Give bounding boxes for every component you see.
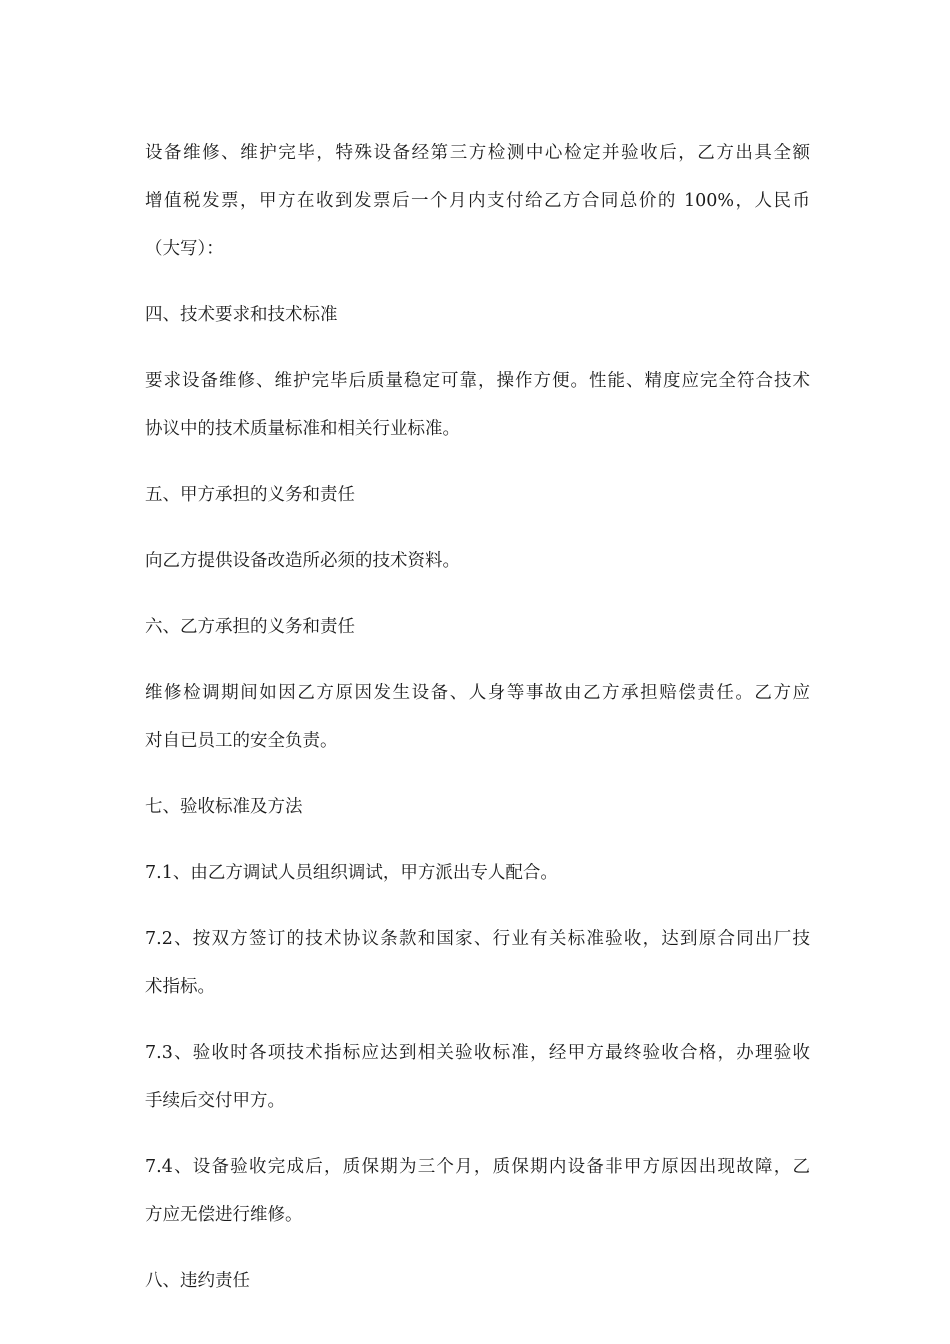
section-5-body xyxy=(145,541,810,589)
section-5-heading xyxy=(145,475,810,523)
section-heading: 四、技术要求和技术标准 xyxy=(145,305,338,325)
section-6-heading xyxy=(145,607,810,655)
text-line: 术指标。 xyxy=(145,977,215,997)
text-line: 方应无偿进行维修。 xyxy=(145,1205,303,1225)
payment-paragraph xyxy=(145,133,810,277)
section-4-heading xyxy=(145,295,810,343)
text-line: 7.2、按双方签订的技术协议条款和国家、行业有关标准验收，达到原合同出厂技 xyxy=(145,929,810,949)
section-heading: 六、乙方承担的义务和责任 xyxy=(145,617,355,637)
clause-7-2 xyxy=(145,919,810,1015)
text-line: 对自已员工的安全负责。 xyxy=(145,731,338,751)
text-line: 向乙方提供设备改造所必须的技术资料。 xyxy=(145,551,460,571)
clause-7-3 xyxy=(145,1033,810,1129)
text-line: （大写）： xyxy=(145,239,224,259)
text-line: 要求设备维修、维护完毕后质量稳定可靠，操作方便。性能、精度应完全符合技术 xyxy=(145,371,810,391)
section-4-body xyxy=(145,361,810,457)
section-7-heading xyxy=(145,787,810,835)
clause-7-4 xyxy=(145,1147,810,1243)
text-line: 手续后交付甲方。 xyxy=(145,1091,285,1111)
text-line: 设备维修、维护完毕，特殊设备经第三方检测中心检定并验收后，乙方出具全额 xyxy=(145,143,810,163)
section-heading: 五、甲方承担的义务和责任 xyxy=(145,485,355,505)
text-line: 7.4、设备验收完成后，质保期为三个月，质保期内设备非甲方原因出现故障，乙 xyxy=(145,1157,810,1177)
text-line: 7.1、由乙方调试人员组织调试，甲方派出专人配合。 xyxy=(145,863,558,883)
text-line: 维修检调期间如因乙方原因发生设备、人身等事故由乙方承担赔偿责任。乙方应 xyxy=(145,683,810,703)
text-line: 7.3、验收时各项技术指标应达到相关验收标准，经甲方最终验收合格，办理验收 xyxy=(145,1043,810,1063)
contract-text xyxy=(145,133,810,1309)
text-line: 增值税发票，甲方在收到发票后一个月内支付给乙方合同总价的 100%，人民币 xyxy=(145,191,810,211)
section-heading: 七、验收标准及方法 xyxy=(145,797,303,817)
section-6-body xyxy=(145,673,810,769)
clause-7-1 xyxy=(145,853,810,901)
section-heading: 八、违约责任 xyxy=(145,1271,250,1291)
section-8-heading xyxy=(145,1261,810,1309)
text-line: 协议中的技术质量标准和相关行业标准。 xyxy=(145,419,460,439)
